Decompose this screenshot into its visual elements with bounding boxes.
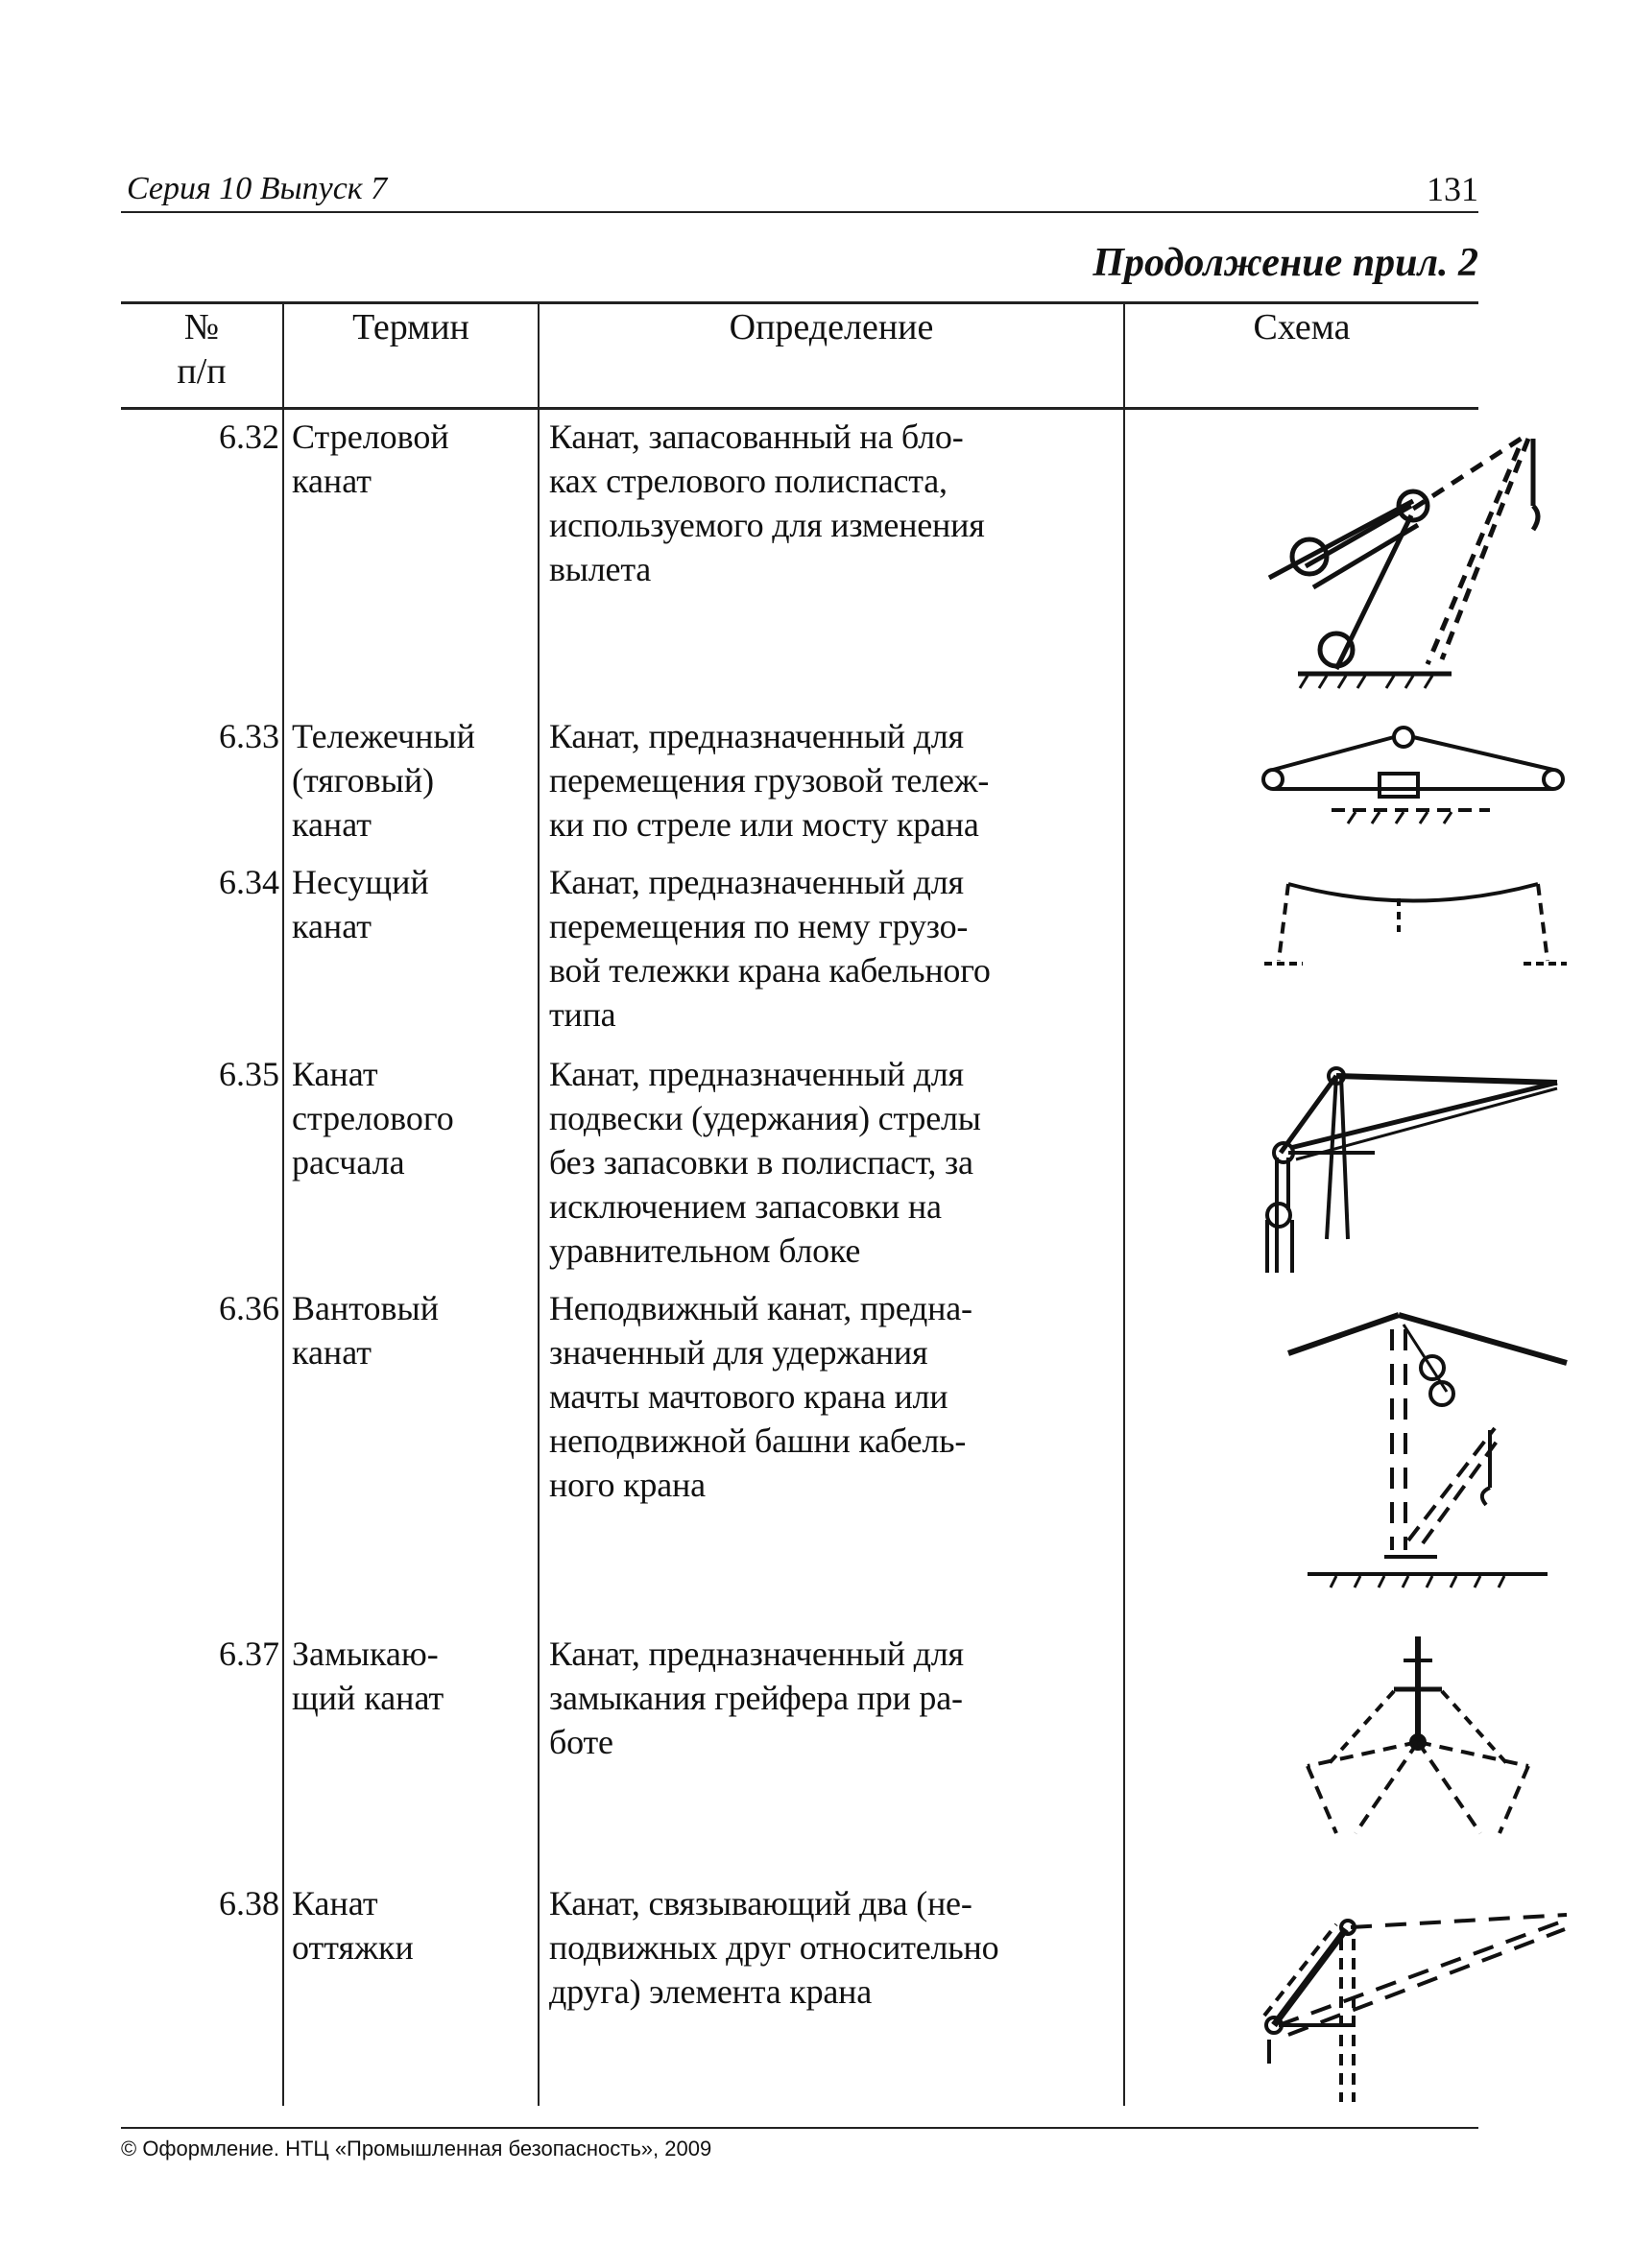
row-number: 6.37 (219, 1635, 279, 1673)
term-line: канат (292, 907, 372, 945)
definition-line: без запасовки в полиспаст, за (549, 1143, 973, 1182)
term-line: Тележечный (292, 717, 475, 755)
term-line: Замыкаю- (292, 1635, 439, 1673)
term-line: щий канат (292, 1679, 444, 1717)
copyright-footer: © Оформление. НТЦ «Промышленная безопасность», 2009 (121, 2137, 712, 2161)
term-line: Несущий (292, 863, 429, 901)
closing-rope-scheme (1250, 1632, 1478, 1852)
column-header-num-symbol: № (183, 307, 220, 347)
term-line: Канат (292, 1055, 378, 1093)
column-divider (538, 301, 540, 2106)
term-line: Стреловой (292, 418, 449, 456)
row-number: 6.36 (219, 1289, 279, 1327)
definition-line: исключением запасовки на (549, 1187, 942, 1226)
definition-line: друга) элемента крана (549, 1972, 873, 2011)
trolley-rope-scheme (1250, 714, 1478, 848)
row-number: 6.33 (219, 717, 279, 755)
term-line: оттяжки (292, 1928, 414, 1967)
row-number: 6.32 (219, 418, 279, 456)
row-term (292, 1632, 543, 1720)
boom-guy-rope-scheme (1250, 1052, 1478, 1273)
column-header-num (121, 305, 282, 394)
column-header-term: Термин (352, 307, 469, 347)
definition-line: Неподвижный канат, предна- (549, 1289, 972, 1327)
carrying-rope-scheme (1250, 860, 1478, 975)
series-label: Серия 10 Выпуск 7 (127, 171, 388, 206)
row-term (292, 1286, 543, 1374)
row-number: 6.35 (219, 1055, 279, 1093)
row-definition (549, 1052, 1242, 1273)
row-number: 6.34 (219, 863, 279, 901)
definition-line: подвески (удержания) стрелы (549, 1099, 981, 1137)
row-definition (549, 1632, 1242, 1764)
page-number: 131 (1427, 170, 1478, 208)
column-header-scheme: Схема (1253, 307, 1351, 347)
row-term (292, 714, 543, 847)
definition-line: уравнительном блоке (549, 1231, 861, 1270)
definition-line: Канат, предназначенный для (549, 1055, 964, 1093)
row-definition (549, 1881, 1242, 2014)
term-line: расчала (292, 1143, 405, 1182)
definition-line: Канат, предназначенный для (549, 717, 964, 755)
term-line: канат (292, 1333, 372, 1372)
definition-line: подвижных друг относительно (549, 1928, 999, 1967)
definition-line: Канат, запасованный на бло- (549, 418, 964, 456)
definition-line: значенный для удержания (549, 1333, 928, 1372)
stay-rope-scheme (1250, 1286, 1478, 1593)
definition-line: типа (549, 995, 616, 1034)
definition-line: ки по стреле или мосту крана (549, 805, 979, 844)
row-term (292, 1052, 543, 1184)
column-header-definition: Определение (729, 307, 934, 347)
definition-line: Канат, предназначенный для (549, 1635, 964, 1673)
definition-line: мачты мачтового крана или (549, 1377, 948, 1416)
footer-rule (121, 2127, 1478, 2129)
row-term (292, 415, 543, 503)
term-line: канат (292, 462, 372, 500)
definition-line: перемещения по нему грузо- (549, 907, 969, 945)
row-definition (549, 415, 1242, 591)
row-term (292, 1881, 543, 1970)
term-line: стрелового (292, 1099, 454, 1137)
definition-line: замыкания грейфера при ра- (549, 1679, 963, 1717)
term-line: (тяговый) (292, 761, 435, 800)
row-definition (549, 1286, 1242, 1507)
term-line: Канат (292, 1884, 378, 1922)
row-number: 6.38 (219, 1884, 279, 1922)
pendant-rope-scheme (1250, 1881, 1478, 2102)
row-definition (549, 860, 1242, 1037)
definition-line: Канат, связывающий два (не- (549, 1884, 972, 1922)
column-header-num-abbr: п/п (177, 351, 227, 392)
definition-line: ного крана (549, 1466, 706, 1504)
definition-line: используемого для изменения (549, 506, 985, 544)
definition-line: Канат, предназначенный для (549, 863, 964, 901)
term-line: Вантовый (292, 1289, 439, 1327)
term-line: канат (292, 805, 372, 844)
page-header (121, 163, 1478, 211)
definition-line: вой тележки крана кабельного (549, 951, 991, 990)
definition-line: перемещения грузовой тележ- (549, 761, 990, 800)
definition-line: вылета (549, 550, 652, 588)
definition-line: боте (549, 1723, 613, 1761)
table-header-rule (121, 407, 1478, 410)
row-definition (549, 714, 1242, 847)
definition-line: неподвижной башни кабель- (549, 1421, 967, 1460)
column-divider (282, 301, 284, 2106)
continuation-title: Продолжение прил. 2 (1092, 241, 1478, 285)
header-rule (121, 211, 1478, 213)
table-top-rule (121, 301, 1478, 304)
row-term (292, 860, 543, 948)
definition-line: ках стрелового полиспаста, (549, 462, 948, 500)
boom-rope-scheme (1250, 415, 1478, 693)
